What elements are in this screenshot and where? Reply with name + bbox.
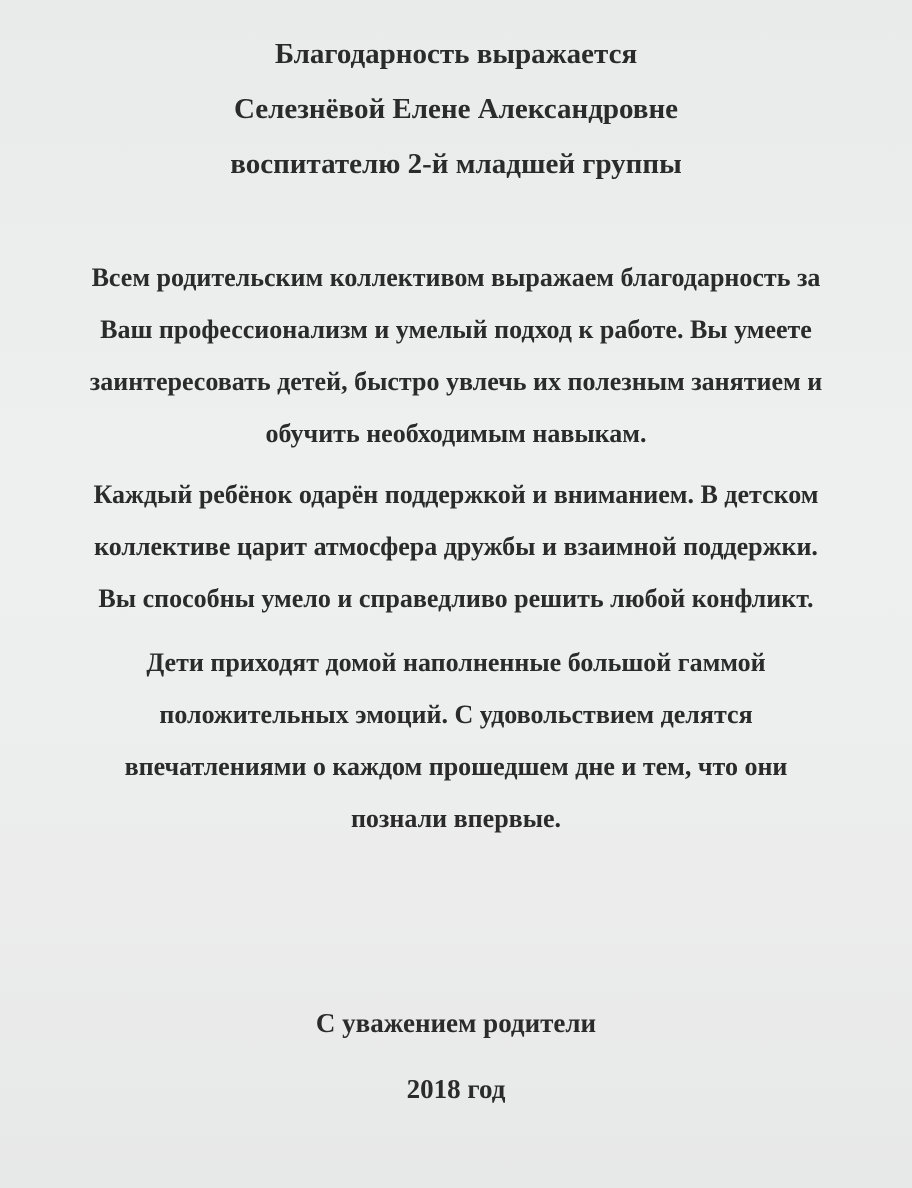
paragraph-1-line-4: обучить необходимым навыкам. <box>265 419 647 448</box>
paragraph-3-line-4: познали впервые. <box>350 804 562 833</box>
paragraph-3-line-2: положительных эмоций. С удовольствием делятся <box>159 700 753 729</box>
paragraph-1-line-2: Ваш профессионализм и умелый подход к работе. Вы умеете <box>100 315 812 344</box>
paragraph-3-line-3: впечатлениями о каждом прошедшем дне и тем, что они <box>124 752 788 781</box>
paragraph-2-line-3: Вы способны умело и справедливо решить любой конфликт. <box>98 584 814 613</box>
signature-line: С уважением родители <box>315 1008 597 1038</box>
paragraph-1-line-3: заинтересовать детей, быстро увлечь их полезным занятием и <box>89 367 823 396</box>
paragraph-2-line-1: Каждый ребёнок одарён поддержкой и вниманием. В детском <box>93 480 819 509</box>
paragraph-2-line-2: коллективе царит атмосфера дружбы и взаимной поддержки. <box>94 532 818 561</box>
year-line: 2018 год <box>406 1074 506 1104</box>
paragraph-1-line-1: Всем родительским коллективом выражаем благодарность за <box>91 263 821 292</box>
heading-line-1: Благодарность выражается <box>274 38 638 70</box>
paragraph-3-line-1: Дети приходят домой наполненные большой гаммой <box>146 648 766 677</box>
heading-line-2: Селезнёвой Елене Александровне <box>233 93 679 125</box>
heading-line-3: воспитателю 2-й младшей группы <box>230 148 682 180</box>
